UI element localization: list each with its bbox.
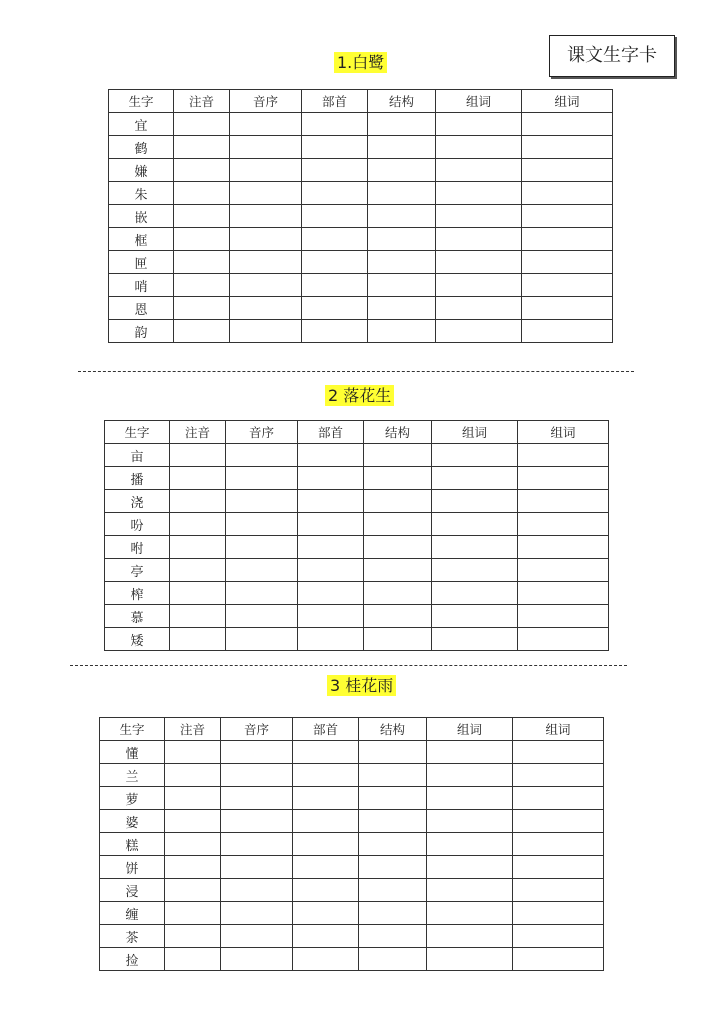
character-cell: 宜: [109, 113, 174, 136]
blank-answer-cell: [293, 787, 359, 810]
blank-answer-cell: [436, 113, 522, 136]
blank-answer-cell: [368, 136, 436, 159]
blank-answer-cell: [522, 297, 613, 320]
table-row: [109, 251, 613, 274]
blank-answer-cell: [522, 182, 613, 205]
blank-answer-cell: [364, 467, 432, 490]
blank-answer-cell: [226, 559, 298, 582]
blank-answer-cell: [174, 274, 230, 297]
table-row: [109, 274, 613, 297]
blank-answer-cell: [165, 833, 221, 856]
blank-answer-cell: [364, 490, 432, 513]
blank-answer-cell: [432, 467, 518, 490]
blank-answer-cell: [221, 741, 293, 764]
column-header: 音序: [221, 718, 293, 741]
blank-answer-cell: [226, 444, 298, 467]
blank-answer-cell: [170, 467, 226, 490]
blank-answer-cell: [359, 856, 427, 879]
blank-answer-cell: [432, 444, 518, 467]
character-cell: 糕: [100, 833, 165, 856]
blank-answer-cell: [518, 605, 609, 628]
character-cell: 饼: [100, 856, 165, 879]
blank-answer-cell: [359, 879, 427, 902]
blank-answer-cell: [174, 182, 230, 205]
blank-answer-cell: [513, 810, 604, 833]
character-cell: 咐: [105, 536, 170, 559]
blank-answer-cell: [165, 764, 221, 787]
blank-answer-cell: [432, 559, 518, 582]
section-2-title: 2 落花生: [325, 385, 394, 407]
character-cell: 浇: [105, 490, 170, 513]
blank-answer-cell: [226, 513, 298, 536]
blank-answer-cell: [298, 605, 364, 628]
blank-answer-cell: [427, 925, 513, 948]
blank-answer-cell: [293, 948, 359, 971]
blank-answer-cell: [221, 833, 293, 856]
blank-answer-cell: [165, 787, 221, 810]
blank-answer-cell: [298, 536, 364, 559]
blank-answer-cell: [427, 948, 513, 971]
section-1-title: 1.白鹭: [334, 52, 387, 74]
blank-answer-cell: [432, 513, 518, 536]
blank-answer-cell: [427, 787, 513, 810]
blank-answer-cell: [436, 205, 522, 228]
blank-answer-cell: [513, 925, 604, 948]
character-cell: 嫌: [109, 159, 174, 182]
blank-answer-cell: [513, 741, 604, 764]
blank-answer-cell: [293, 741, 359, 764]
blank-answer-cell: [293, 764, 359, 787]
blank-answer-cell: [170, 444, 226, 467]
blank-answer-cell: [298, 444, 364, 467]
table-row: [100, 764, 604, 787]
column-header: 部首: [298, 421, 364, 444]
blank-answer-cell: [170, 536, 226, 559]
blank-answer-cell: [230, 274, 302, 297]
blank-answer-cell: [165, 856, 221, 879]
blank-answer-cell: [230, 182, 302, 205]
blank-answer-cell: [174, 297, 230, 320]
character-cell: 鹤: [109, 136, 174, 159]
card-label: 课文生字卡: [549, 35, 675, 77]
blank-answer-cell: [221, 925, 293, 948]
blank-answer-cell: [436, 297, 522, 320]
blank-answer-cell: [513, 833, 604, 856]
table-header-row: [109, 90, 613, 113]
blank-answer-cell: [230, 136, 302, 159]
blank-answer-cell: [522, 228, 613, 251]
blank-answer-cell: [226, 628, 298, 651]
table-row: [109, 136, 613, 159]
blank-answer-cell: [522, 205, 613, 228]
blank-answer-cell: [298, 513, 364, 536]
blank-answer-cell: [359, 810, 427, 833]
table-row: [105, 467, 609, 490]
column-header: 组词: [436, 90, 522, 113]
blank-answer-cell: [518, 513, 609, 536]
character-cell: 缠: [100, 902, 165, 925]
blank-answer-cell: [298, 628, 364, 651]
table-row: [100, 902, 604, 925]
column-header: 组词: [427, 718, 513, 741]
blank-answer-cell: [359, 741, 427, 764]
blank-answer-cell: [432, 628, 518, 651]
blank-answer-cell: [174, 205, 230, 228]
blank-answer-cell: [221, 810, 293, 833]
blank-answer-cell: [436, 136, 522, 159]
blank-answer-cell: [436, 228, 522, 251]
table-row: [105, 536, 609, 559]
blank-answer-cell: [432, 490, 518, 513]
table-row: [105, 605, 609, 628]
blank-answer-cell: [293, 925, 359, 948]
blank-answer-cell: [293, 879, 359, 902]
blank-answer-cell: [436, 274, 522, 297]
blank-answer-cell: [513, 948, 604, 971]
table-row: [100, 810, 604, 833]
section-2-table: [104, 420, 609, 651]
section-divider: [70, 665, 627, 666]
blank-answer-cell: [364, 536, 432, 559]
blank-answer-cell: [436, 159, 522, 182]
blank-answer-cell: [364, 628, 432, 651]
table-row: [100, 925, 604, 948]
blank-answer-cell: [522, 274, 613, 297]
blank-answer-cell: [170, 559, 226, 582]
column-header: 生字: [100, 718, 165, 741]
table-row: [105, 444, 609, 467]
blank-answer-cell: [518, 628, 609, 651]
column-header: 部首: [302, 90, 368, 113]
character-cell: 哨: [109, 274, 174, 297]
column-header: 组词: [518, 421, 609, 444]
column-header: 组词: [432, 421, 518, 444]
blank-answer-cell: [298, 490, 364, 513]
column-header: 生字: [105, 421, 170, 444]
column-header: 注音: [174, 90, 230, 113]
character-cell: 框: [109, 228, 174, 251]
table-row: [105, 490, 609, 513]
table-row: [105, 582, 609, 605]
blank-answer-cell: [522, 159, 613, 182]
blank-answer-cell: [174, 320, 230, 343]
blank-answer-cell: [368, 159, 436, 182]
character-cell: 朱: [109, 182, 174, 205]
column-header: 组词: [522, 90, 613, 113]
character-cell: 匣: [109, 251, 174, 274]
blank-answer-cell: [170, 582, 226, 605]
blank-answer-cell: [364, 513, 432, 536]
blank-answer-cell: [170, 513, 226, 536]
table-row: [100, 948, 604, 971]
blank-answer-cell: [293, 856, 359, 879]
blank-answer-cell: [230, 205, 302, 228]
blank-answer-cell: [174, 136, 230, 159]
table-row: [109, 228, 613, 251]
blank-answer-cell: [359, 948, 427, 971]
character-cell: 亭: [105, 559, 170, 582]
table-row: [105, 513, 609, 536]
table-row: [105, 628, 609, 651]
table-header-row: [105, 421, 609, 444]
blank-answer-cell: [368, 228, 436, 251]
blank-answer-cell: [522, 113, 613, 136]
character-cell: 捡: [100, 948, 165, 971]
blank-answer-cell: [302, 320, 368, 343]
blank-answer-cell: [221, 856, 293, 879]
blank-answer-cell: [368, 205, 436, 228]
character-cell: 萝: [100, 787, 165, 810]
blank-answer-cell: [165, 925, 221, 948]
character-cell: 矮: [105, 628, 170, 651]
table-row: [109, 205, 613, 228]
blank-answer-cell: [432, 605, 518, 628]
blank-answer-cell: [221, 902, 293, 925]
blank-answer-cell: [221, 948, 293, 971]
blank-answer-cell: [364, 559, 432, 582]
table-row: [100, 879, 604, 902]
blank-answer-cell: [230, 159, 302, 182]
blank-answer-cell: [427, 741, 513, 764]
column-header: 组词: [513, 718, 604, 741]
blank-answer-cell: [359, 787, 427, 810]
blank-answer-cell: [230, 251, 302, 274]
blank-answer-cell: [522, 251, 613, 274]
blank-answer-cell: [436, 182, 522, 205]
column-header: 结构: [364, 421, 432, 444]
table-row: [100, 833, 604, 856]
table-row: [109, 297, 613, 320]
blank-answer-cell: [522, 136, 613, 159]
blank-answer-cell: [221, 879, 293, 902]
blank-answer-cell: [221, 787, 293, 810]
blank-answer-cell: [165, 948, 221, 971]
blank-answer-cell: [230, 297, 302, 320]
blank-answer-cell: [230, 228, 302, 251]
blank-answer-cell: [368, 251, 436, 274]
character-cell: 恩: [109, 297, 174, 320]
blank-answer-cell: [427, 856, 513, 879]
section-3-title: 3 桂花雨: [327, 675, 396, 697]
blank-answer-cell: [513, 902, 604, 925]
blank-answer-cell: [293, 833, 359, 856]
blank-answer-cell: [518, 490, 609, 513]
blank-answer-cell: [513, 787, 604, 810]
blank-answer-cell: [368, 320, 436, 343]
blank-answer-cell: [226, 467, 298, 490]
blank-answer-cell: [427, 764, 513, 787]
column-header: 结构: [359, 718, 427, 741]
blank-answer-cell: [436, 320, 522, 343]
blank-answer-cell: [170, 605, 226, 628]
blank-answer-cell: [368, 297, 436, 320]
blank-answer-cell: [302, 205, 368, 228]
blank-answer-cell: [174, 113, 230, 136]
blank-answer-cell: [518, 559, 609, 582]
blank-answer-cell: [226, 605, 298, 628]
blank-answer-cell: [364, 605, 432, 628]
blank-answer-cell: [174, 159, 230, 182]
column-header: 生字: [109, 90, 174, 113]
blank-answer-cell: [427, 902, 513, 925]
blank-answer-cell: [174, 228, 230, 251]
table-row: [109, 113, 613, 136]
table-row: [105, 559, 609, 582]
blank-answer-cell: [513, 879, 604, 902]
character-cell: 韵: [109, 320, 174, 343]
blank-answer-cell: [298, 582, 364, 605]
character-cell: 吩: [105, 513, 170, 536]
blank-answer-cell: [302, 136, 368, 159]
table-row: [100, 741, 604, 764]
blank-answer-cell: [230, 320, 302, 343]
blank-answer-cell: [436, 251, 522, 274]
blank-answer-cell: [518, 467, 609, 490]
character-cell: 兰: [100, 764, 165, 787]
character-cell: 播: [105, 467, 170, 490]
blank-answer-cell: [518, 536, 609, 559]
column-header: 音序: [230, 90, 302, 113]
section-divider: [78, 371, 634, 372]
table-header-row: [100, 718, 604, 741]
blank-answer-cell: [522, 320, 613, 343]
blank-answer-cell: [174, 251, 230, 274]
character-cell: 婆: [100, 810, 165, 833]
blank-answer-cell: [302, 297, 368, 320]
blank-answer-cell: [298, 559, 364, 582]
blank-answer-cell: [302, 159, 368, 182]
character-cell: 懂: [100, 741, 165, 764]
column-header: 部首: [293, 718, 359, 741]
blank-answer-cell: [427, 879, 513, 902]
blank-answer-cell: [364, 582, 432, 605]
blank-answer-cell: [226, 490, 298, 513]
column-header: 注音: [170, 421, 226, 444]
blank-answer-cell: [513, 764, 604, 787]
blank-answer-cell: [368, 182, 436, 205]
blank-answer-cell: [170, 628, 226, 651]
blank-answer-cell: [165, 902, 221, 925]
blank-answer-cell: [427, 833, 513, 856]
blank-answer-cell: [364, 444, 432, 467]
blank-answer-cell: [302, 251, 368, 274]
character-cell: 茶: [100, 925, 165, 948]
blank-answer-cell: [226, 582, 298, 605]
blank-answer-cell: [518, 582, 609, 605]
blank-answer-cell: [302, 182, 368, 205]
table-row: [109, 320, 613, 343]
column-header: 注音: [165, 718, 221, 741]
blank-answer-cell: [165, 810, 221, 833]
blank-answer-cell: [221, 764, 293, 787]
blank-answer-cell: [368, 274, 436, 297]
blank-answer-cell: [359, 833, 427, 856]
table-row: [100, 856, 604, 879]
section-1-table: [108, 89, 613, 343]
character-cell: 榨: [105, 582, 170, 605]
character-cell: 慕: [105, 605, 170, 628]
column-header: 音序: [226, 421, 298, 444]
blank-answer-cell: [432, 536, 518, 559]
blank-answer-cell: [427, 810, 513, 833]
blank-answer-cell: [359, 925, 427, 948]
blank-answer-cell: [302, 228, 368, 251]
character-cell: 亩: [105, 444, 170, 467]
blank-answer-cell: [513, 856, 604, 879]
blank-answer-cell: [165, 741, 221, 764]
blank-answer-cell: [293, 810, 359, 833]
blank-answer-cell: [170, 490, 226, 513]
blank-answer-cell: [302, 113, 368, 136]
blank-answer-cell: [368, 113, 436, 136]
blank-answer-cell: [298, 467, 364, 490]
blank-answer-cell: [293, 902, 359, 925]
blank-answer-cell: [226, 536, 298, 559]
blank-answer-cell: [359, 764, 427, 787]
column-header: 结构: [368, 90, 436, 113]
table-row: [109, 182, 613, 205]
blank-answer-cell: [302, 274, 368, 297]
table-row: [100, 787, 604, 810]
blank-answer-cell: [165, 879, 221, 902]
blank-answer-cell: [359, 902, 427, 925]
character-cell: 嵌: [109, 205, 174, 228]
blank-answer-cell: [230, 113, 302, 136]
section-3-table: [99, 717, 604, 971]
blank-answer-cell: [518, 444, 609, 467]
character-cell: 浸: [100, 879, 165, 902]
blank-answer-cell: [432, 582, 518, 605]
table-row: [109, 159, 613, 182]
